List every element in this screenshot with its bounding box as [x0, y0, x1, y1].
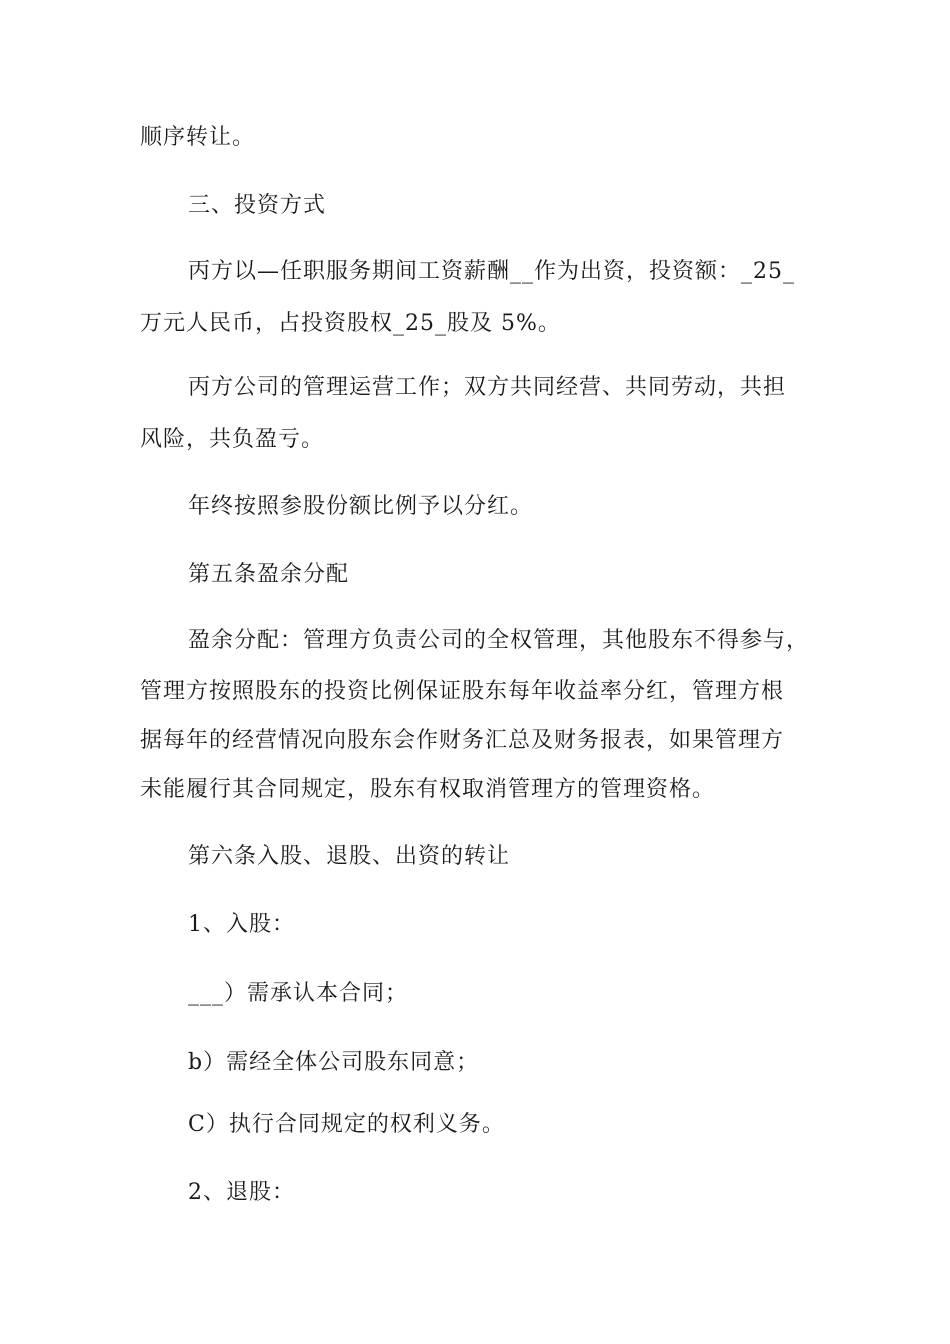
section-heading: 三、投资方式 — [188, 193, 327, 218]
list-item: ___）需承认本合同； — [188, 981, 409, 1006]
text-line: 风险，共负盈亏。 — [140, 427, 325, 452]
article-heading: 第六条入股、退股、出资的转让 — [188, 844, 511, 869]
list-item: 1、入股： — [188, 912, 295, 937]
text-line: 年终按照参股份额比例予以分红。 — [188, 494, 534, 519]
text-line: 盈余分配：管理方负责公司的全权管理，其他股东不得参与， — [188, 628, 810, 653]
list-item: C）执行合同规定的权利义务。 — [188, 1112, 505, 1137]
text-line: 管理方按照股东的投资比例保证股东每年收益率分红，管理方根 — [140, 679, 785, 704]
text-line: 丙方公司的管理运营工作；双方共同经营、共同劳动，共担 — [188, 375, 787, 400]
text-line: 顺序转让。 — [140, 125, 256, 150]
article-heading: 第五条盈余分配 — [188, 562, 350, 587]
text-line: 未能履行其合同规定，股东有权取消管理方的管理资格。 — [140, 777, 716, 802]
text-line: 据每年的经营情况向股东会作财务汇总及财务报表，如果管理方 — [140, 728, 785, 753]
list-item: 2、退股： — [188, 1180, 295, 1205]
list-item: b）需经全体公司股东同意； — [188, 1050, 480, 1075]
text-line: 丙方以—任职服务期间工资薪酬__作为出资，投资额：_25_ — [188, 259, 795, 284]
text-line: 万元人民币，占投资股权_25_股及 5%。 — [140, 311, 561, 336]
